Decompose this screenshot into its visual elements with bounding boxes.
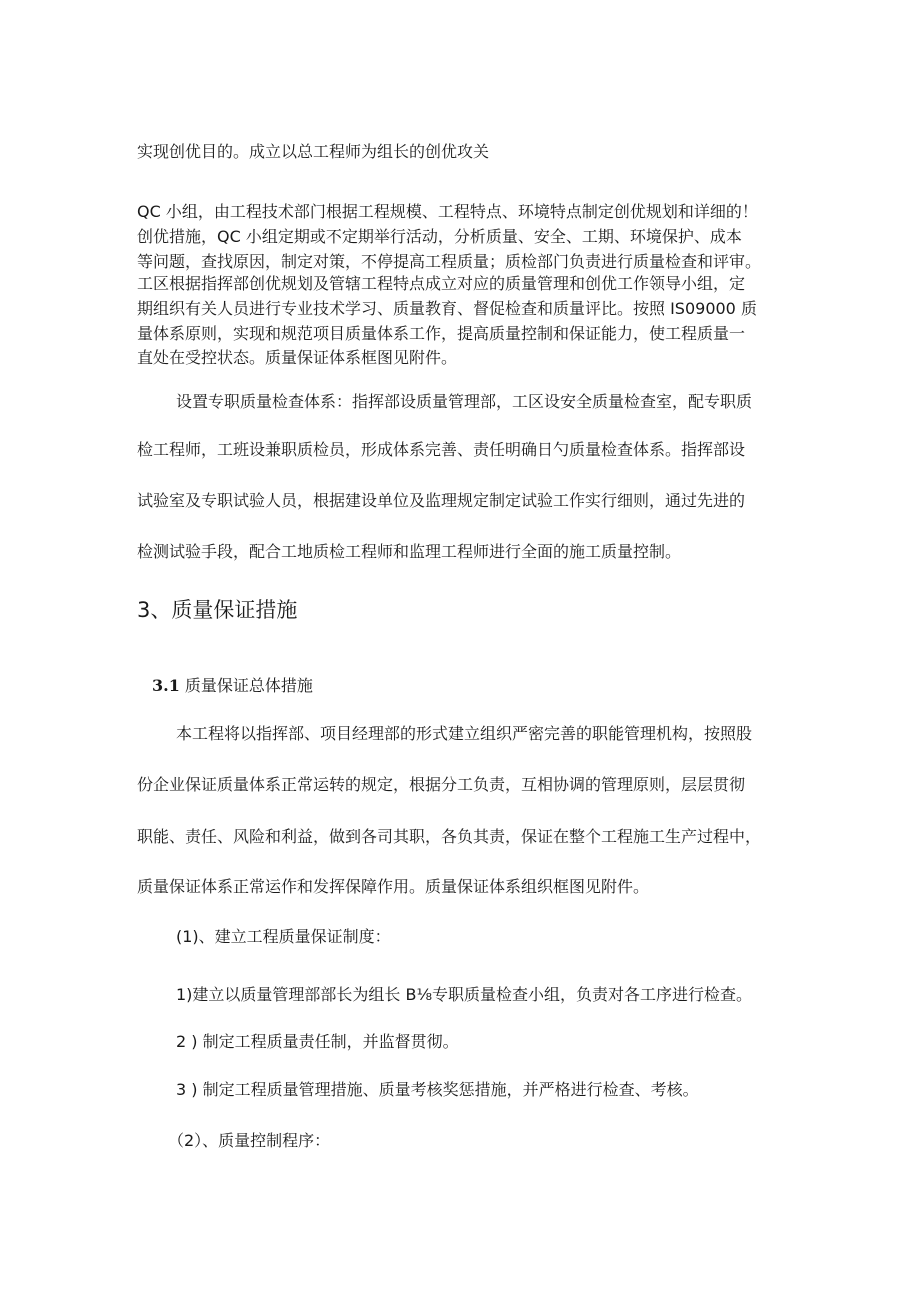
inspection-paragraph-line: 设置专职质量检查体系：指挥部设质量管理部，工区设安全质量检查室，配专职质 [176,392,753,411]
intro-line: 实现创优目的。成立以总工程师为组长的创优攻关 [137,142,490,161]
section-heading: 3、质量保证措施 [137,598,298,622]
list-heading-1: (1)、建立工程质量保证制度： [176,927,391,946]
qc-paragraph-line: 工区根据指挥部创优规划及管辖工程特点成立对应的质量管理和创优工作领导小组，定 [137,274,746,293]
qc-paragraph-line: 等问题，查找原因，制定对策，不停提高工程质量；质检部门负责进行质量检查和评审。 [137,252,762,271]
overall-paragraph-line: 份企业保证质量体系正常运转的规定，根据分工负责，互相协调的管理原则，层层贯彻 [137,775,746,794]
list-item: 2 ) 制定工程质量责任制，并监督贯彻。 [176,1032,459,1051]
list-item: 3 ) 制定工程质量管理措施、质量考核奖惩措施，并严格进行检查、考核。 [176,1080,699,1099]
list-heading-2: （2）、质量控制程序： [168,1131,331,1150]
qc-paragraph-line: 直处在受控状态。质量保证体系框图见附件。 [137,348,458,367]
inspection-paragraph-line: 试验室及专职试验人员，根据建设单位及监理规定制定试验工作实行细则，通过先进的 [137,491,746,510]
subsection-heading [152,674,313,698]
subsection-number: 3.1 [152,676,180,695]
subsection-title: 质量保证总体措施 [179,676,313,695]
list-item: 1)建立以质量管理部部长为组长 B⅛专职质量检查小组，负责对各工序进行检查。 [176,985,752,1004]
inspection-paragraph-line: 检工程师，工班设兼职质检员，形成体系完善、责任明确日勺质量检查体系。指挥部设 [137,440,746,459]
overall-paragraph-line: 质量保证体系正常运作和发挥保障作用。质量保证体系组织框图见附件。 [137,877,650,896]
qc-paragraph-line: 量体系原则，实现和规范项目质量体系工作，提高质量控制和保证能力，使工程质量一 [137,324,746,343]
qc-paragraph-line: 期组织有关人员进行专业技术学习、质量教育、督促检查和质量评比。按照 IS09000 质 [137,299,757,318]
overall-paragraph-line: 本工程将以指挥部、项目经理部的形式建立组织严密完善的职能管理机构，按照股 [176,724,753,743]
qc-paragraph-line: QC 小组，由工程技术部门根据工程规模、工程特点、环境特点制定创优规划和详细的！ [137,202,758,221]
overall-paragraph-line: 职能、责任、风险和利益，做到各司其职，各负其责，保证在整个工程施工生产过程中， [137,827,762,846]
qc-paragraph-line: 创优措施，QC 小组定期或不定期举行活动，分析质量、安全、工期、环境保护、成本 [137,227,742,246]
inspection-paragraph-line: 检测试验手段，配合工地质检工程师和监理工程师进行全面的施工质量控制。 [137,542,682,561]
